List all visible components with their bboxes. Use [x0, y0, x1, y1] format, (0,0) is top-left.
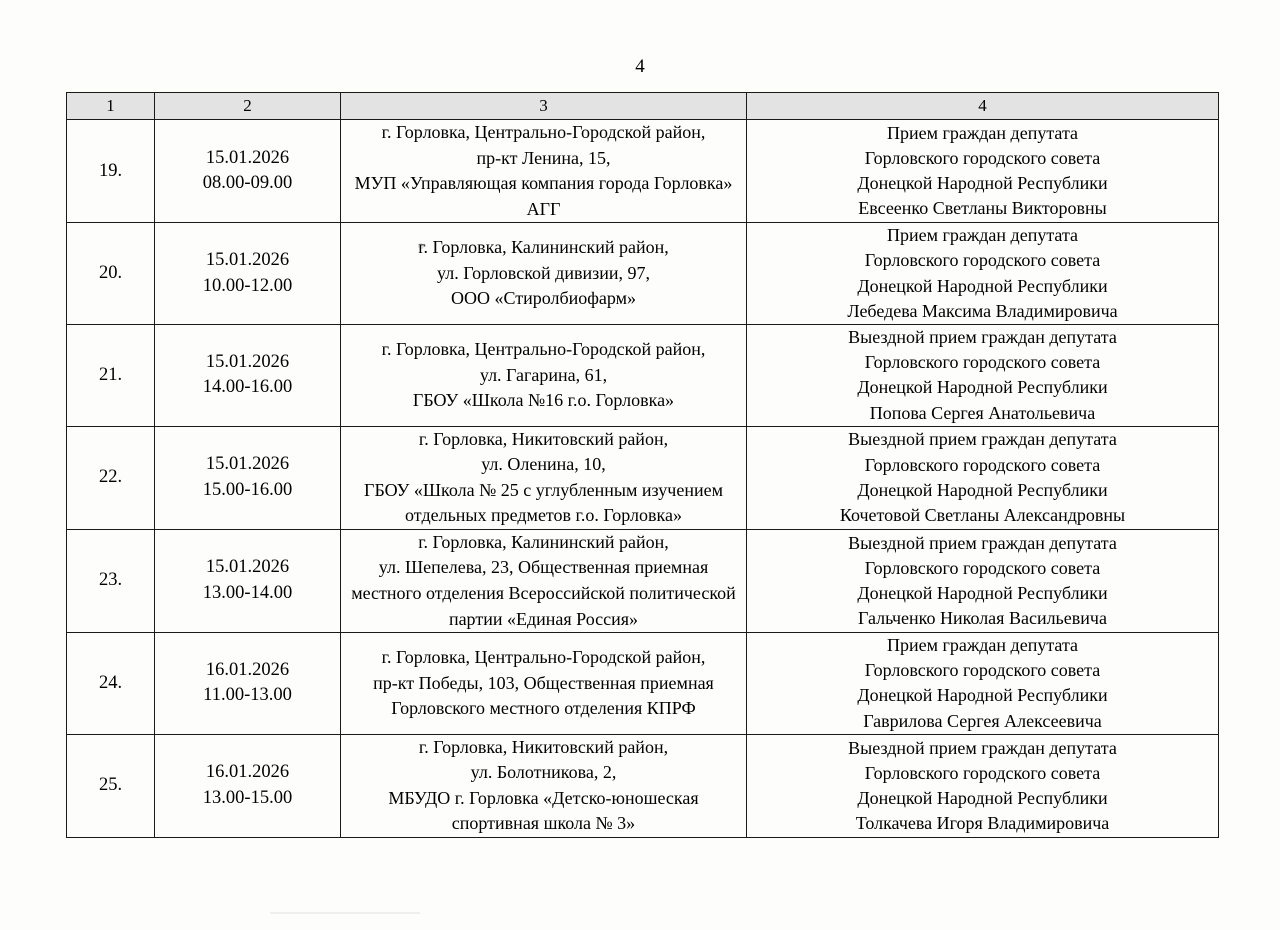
- datetime-line: 15.01.2026: [205, 147, 290, 168]
- column-header-4: 4: [747, 93, 1219, 120]
- table-row: [67, 324, 1219, 426]
- location-line: АГГ: [526, 198, 561, 219]
- row-location: [341, 529, 747, 632]
- deputy-line: Прием граждан депутата: [886, 225, 1079, 246]
- location-line: пр-кт Ленина, 15,: [476, 147, 611, 168]
- row-index: 20.: [67, 223, 155, 325]
- datetime-line: 15.00-16.00: [202, 479, 293, 500]
- row-index: 21.: [67, 324, 155, 426]
- deputy-line: Донецкой Народной Республики: [857, 275, 1108, 296]
- row-index: 25.: [67, 734, 155, 837]
- table-header: [67, 93, 1219, 120]
- deputy-line: Кочетовой Светланы Александровны: [839, 504, 1126, 525]
- location-line: ул. Шепелева, 23, Общественная приемная: [378, 557, 709, 578]
- location-line: г. Горловка, Центрально-Городской район,: [381, 338, 706, 359]
- location-line: г. Горловка, Калининский район,: [418, 531, 669, 552]
- datetime-line: 10.00-12.00: [202, 275, 293, 296]
- column-header-3: 3: [341, 93, 747, 120]
- deputy-line: Выездной прием граждан депутата: [848, 326, 1117, 347]
- location-line: пр-кт Победы, 103, Общественная приемная: [373, 672, 714, 693]
- table-row: [67, 223, 1219, 325]
- location-line: г. Горловка, Никитовский район,: [418, 736, 669, 757]
- schedule-table: [66, 92, 1219, 838]
- row-location: [341, 426, 747, 529]
- deputy-line: Горловского городского совета: [864, 250, 1101, 271]
- schedule-table-wrapper: [66, 92, 1218, 838]
- location-line: ГБОУ «Школа №16 г.о. Горловка»: [412, 390, 675, 411]
- row-deputy: [747, 120, 1219, 223]
- deputy-line: Донецкой Народной Республики: [857, 479, 1108, 500]
- location-line: местного отделения Всероссийской политической: [351, 582, 736, 603]
- location-line: г. Горловка, Никитовский район,: [418, 428, 669, 449]
- row-datetime: [155, 223, 341, 325]
- location-line: ГБОУ «Школа № 25 с углубленным изучением: [364, 479, 723, 500]
- table-row: [67, 120, 1219, 223]
- column-header-2: 2: [155, 93, 341, 120]
- deputy-line: Донецкой Народной Республики: [857, 377, 1108, 398]
- deputy-line: Лебедева Максима Владимировича: [847, 300, 1118, 321]
- row-deputy: [747, 223, 1219, 325]
- deputy-line: Донецкой Народной Республики: [857, 173, 1108, 194]
- deputy-line: Донецкой Народной Республики: [857, 582, 1108, 603]
- page-number: 4: [635, 56, 645, 77]
- location-line: Горловского местного отделения КПРФ: [391, 698, 696, 719]
- location-line: ул. Горловской дивизии, 97,: [437, 262, 650, 283]
- row-datetime: [155, 120, 341, 223]
- location-line: МУП «Управляющая компания города Горловка»: [354, 173, 733, 194]
- deputy-line: Горловского городского совета: [864, 762, 1101, 783]
- row-index: 19.: [67, 120, 155, 223]
- column-header-1: 1: [67, 93, 155, 120]
- row-deputy: [747, 426, 1219, 529]
- location-line: г. Горловка, Калининский район,: [418, 237, 669, 258]
- deputy-line: Выездной прием граждан депутата: [848, 737, 1117, 758]
- row-datetime: [155, 426, 341, 529]
- row-index: 22.: [67, 426, 155, 529]
- row-deputy: [747, 529, 1219, 632]
- deputy-line: Евсеенко Светланы Викторовны: [858, 198, 1107, 219]
- datetime-line: 11.00-13.00: [203, 685, 292, 706]
- table-header-row: [67, 93, 1219, 120]
- deputy-line: Горловского городского совета: [864, 557, 1101, 578]
- table-row: [67, 734, 1219, 837]
- deputy-line: Попова Сергея Анатольевича: [869, 402, 1096, 423]
- row-index: 23.: [67, 529, 155, 632]
- deputy-line: Горловского городского совета: [864, 660, 1101, 681]
- location-line: г. Горловка, Центрально-Городской район,: [381, 647, 706, 668]
- row-location: [341, 324, 747, 426]
- location-line: спортивная школа № 3»: [451, 813, 636, 834]
- row-datetime: [155, 734, 341, 837]
- table-row: [67, 633, 1219, 735]
- deputy-line: Выездной прием граждан депутата: [848, 429, 1117, 450]
- table-body: [67, 120, 1219, 838]
- deputy-line: Толкачева Игоря Владимировича: [855, 813, 1110, 834]
- deputy-line: Горловского городского совета: [864, 147, 1101, 168]
- row-location: [341, 734, 747, 837]
- deputy-line: Гальченко Николая Васильевича: [858, 608, 1107, 629]
- deputy-line: Выездной прием граждан депутата: [848, 532, 1117, 553]
- location-line: г. Горловка, Центрально-Городской район,: [381, 122, 706, 142]
- datetime-line: 13.00-15.00: [202, 787, 293, 808]
- row-deputy: [747, 734, 1219, 837]
- row-datetime: [155, 633, 341, 735]
- deputy-line: Прием граждан депутата: [886, 122, 1079, 143]
- datetime-line: 16.01.2026: [205, 659, 290, 680]
- row-index: 24.: [67, 633, 155, 735]
- deputy-line: Гаврилова Сергея Алексеевича: [863, 710, 1102, 731]
- datetime-line: 08.00-09.00: [202, 173, 293, 194]
- deputy-line: Донецкой Народной Республики: [857, 787, 1108, 808]
- location-line: МБУДО г. Горловка «Детско-юношеская: [388, 787, 699, 808]
- row-deputy: [747, 633, 1219, 735]
- paper-artifact-bottom: [270, 912, 420, 914]
- datetime-line: 14.00-16.00: [202, 377, 293, 398]
- deputy-line: Горловского городского совета: [864, 454, 1101, 475]
- location-line: ул. Оленина, 10,: [481, 454, 606, 475]
- deputy-line: Горловского городского совета: [864, 352, 1101, 373]
- datetime-line: 13.00-14.00: [202, 582, 293, 603]
- row-location: [341, 120, 747, 223]
- deputy-line: Прием граждан депутата: [886, 635, 1079, 656]
- datetime-line: 15.01.2026: [205, 351, 290, 372]
- row-location: [341, 223, 747, 325]
- location-line: ул. Болотникова, 2,: [470, 762, 617, 783]
- location-line: ООО «Стиролбиофарм»: [450, 288, 637, 309]
- row-datetime: [155, 529, 341, 632]
- row-deputy: [747, 324, 1219, 426]
- location-line: ул. Гагарина, 61,: [479, 364, 608, 385]
- deputy-line: Донецкой Народной Республики: [857, 685, 1108, 706]
- row-location: [341, 633, 747, 735]
- table-row: [67, 529, 1219, 632]
- location-line: партии «Единая Россия»: [448, 608, 639, 629]
- datetime-line: 15.01.2026: [205, 454, 290, 475]
- row-datetime: [155, 324, 341, 426]
- datetime-line: 15.01.2026: [205, 250, 290, 271]
- datetime-line: 16.01.2026: [205, 762, 290, 783]
- table-row: [67, 426, 1219, 529]
- datetime-line: 15.01.2026: [205, 557, 290, 578]
- location-line: отдельных предметов г.о. Горловка»: [405, 505, 682, 526]
